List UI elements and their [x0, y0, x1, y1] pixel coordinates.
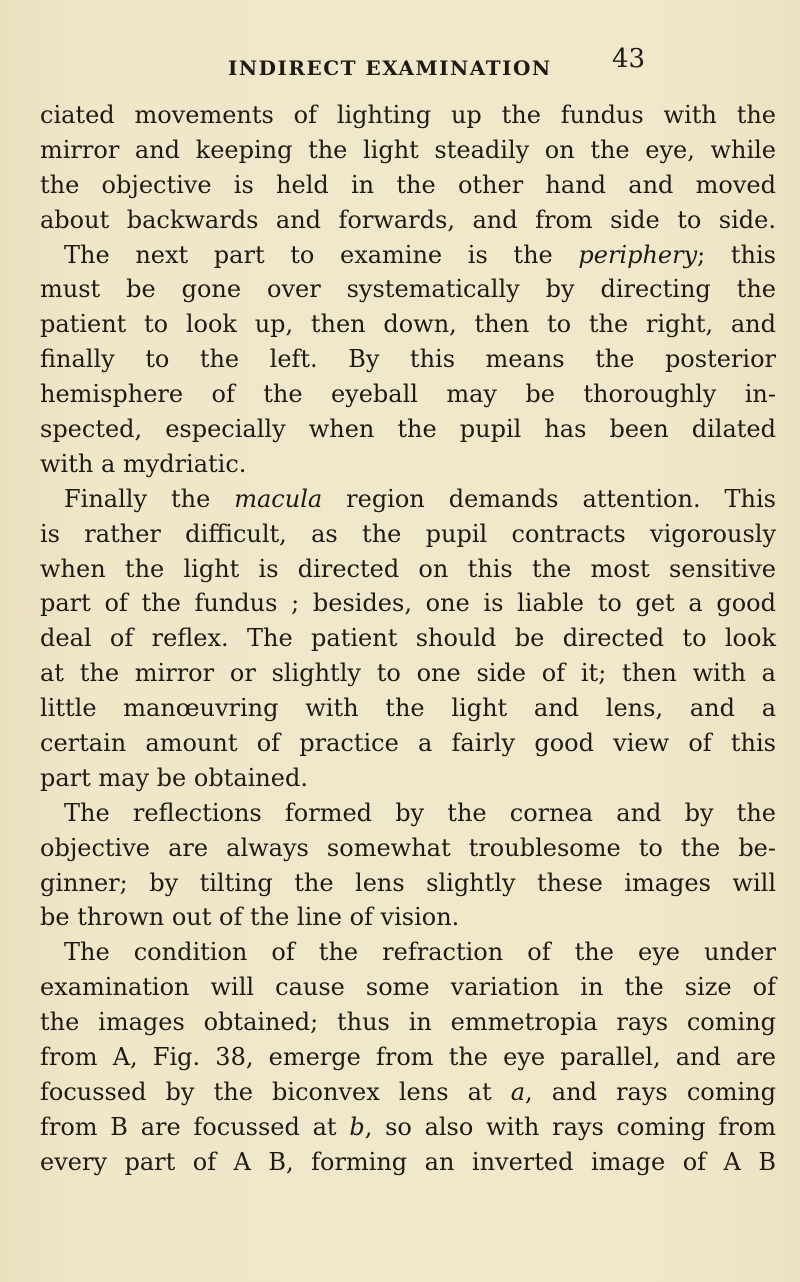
- text-line: every part of A B, forming an inverted image of A B: [40, 1147, 776, 1176]
- body-text: [40, 98, 776, 1180]
- text-line: part may be obtained.: [40, 763, 308, 792]
- text-line: spected, especially when the pupil has been dilated: [40, 415, 776, 444]
- text-line: little manœuvring with the light and lens, and a: [40, 694, 776, 723]
- text-line: focussed by the biconvex lens at a, and rays coming: [40, 1077, 776, 1106]
- text-line: when the light is directed on this the most sensitive: [40, 554, 776, 583]
- text-line: examination will cause some variation in the size of: [40, 973, 776, 1002]
- text-line: patient to look up, then down, then to the right, and: [40, 310, 776, 339]
- text-line: mirror and keeping the light steadily on the eye, while: [40, 135, 776, 164]
- text-line: ginner; by tilting the lens slightly these images will: [40, 868, 776, 897]
- text-line: The condition of the refraction of the eye under: [64, 938, 776, 967]
- text-line: from A, Fig. 38, emerge from the eye parallel, and are: [40, 1043, 776, 1072]
- text-line: ciated movements of lighting up the fundus with the: [40, 101, 776, 129]
- text-line: Finally the macula region demands attention. This: [64, 484, 776, 513]
- text-line: the objective is held in the other hand and moved: [40, 170, 776, 199]
- text-line: from B are focussed at b, so also with rays coming from: [40, 1112, 776, 1141]
- text-line: deal of reflex. The patient should be directed to look: [40, 624, 776, 653]
- text-line: objective are always somewhat troublesome to the be-: [40, 833, 776, 862]
- text-line: at the mirror or slightly to one side of it; then with a: [40, 659, 776, 688]
- text-line: with a mydriatic.: [40, 449, 247, 478]
- text-line: must be gone over systematically by directing the: [40, 275, 776, 304]
- page-header: [0, 44, 800, 84]
- text-line: the images obtained; thus in emmetropia rays coming: [40, 1008, 776, 1037]
- running-head: INDIRECT EXAMINATION: [228, 56, 552, 80]
- page-number: 43: [612, 44, 646, 74]
- text-line: The next part to examine is the periphery; this: [64, 240, 777, 269]
- text-line: certain amount of practice a fairly good view of this: [40, 729, 776, 758]
- text-line: be thrown out of the line of vision.: [40, 903, 460, 932]
- text-line: is rather difficult, as the pupil contracts vigorously: [40, 519, 776, 548]
- text-line: part of the fundus ; besides, one is liable to get a good: [40, 589, 776, 618]
- text-line: finally to the left. By this means the posterior: [40, 345, 776, 374]
- text-line: hemisphere of the eyeball may be thoroughly in-: [40, 380, 776, 409]
- text-line: The reflections formed by the cornea and by the: [64, 798, 776, 827]
- text-line: about backwards and forwards, and from side to side.: [40, 205, 776, 234]
